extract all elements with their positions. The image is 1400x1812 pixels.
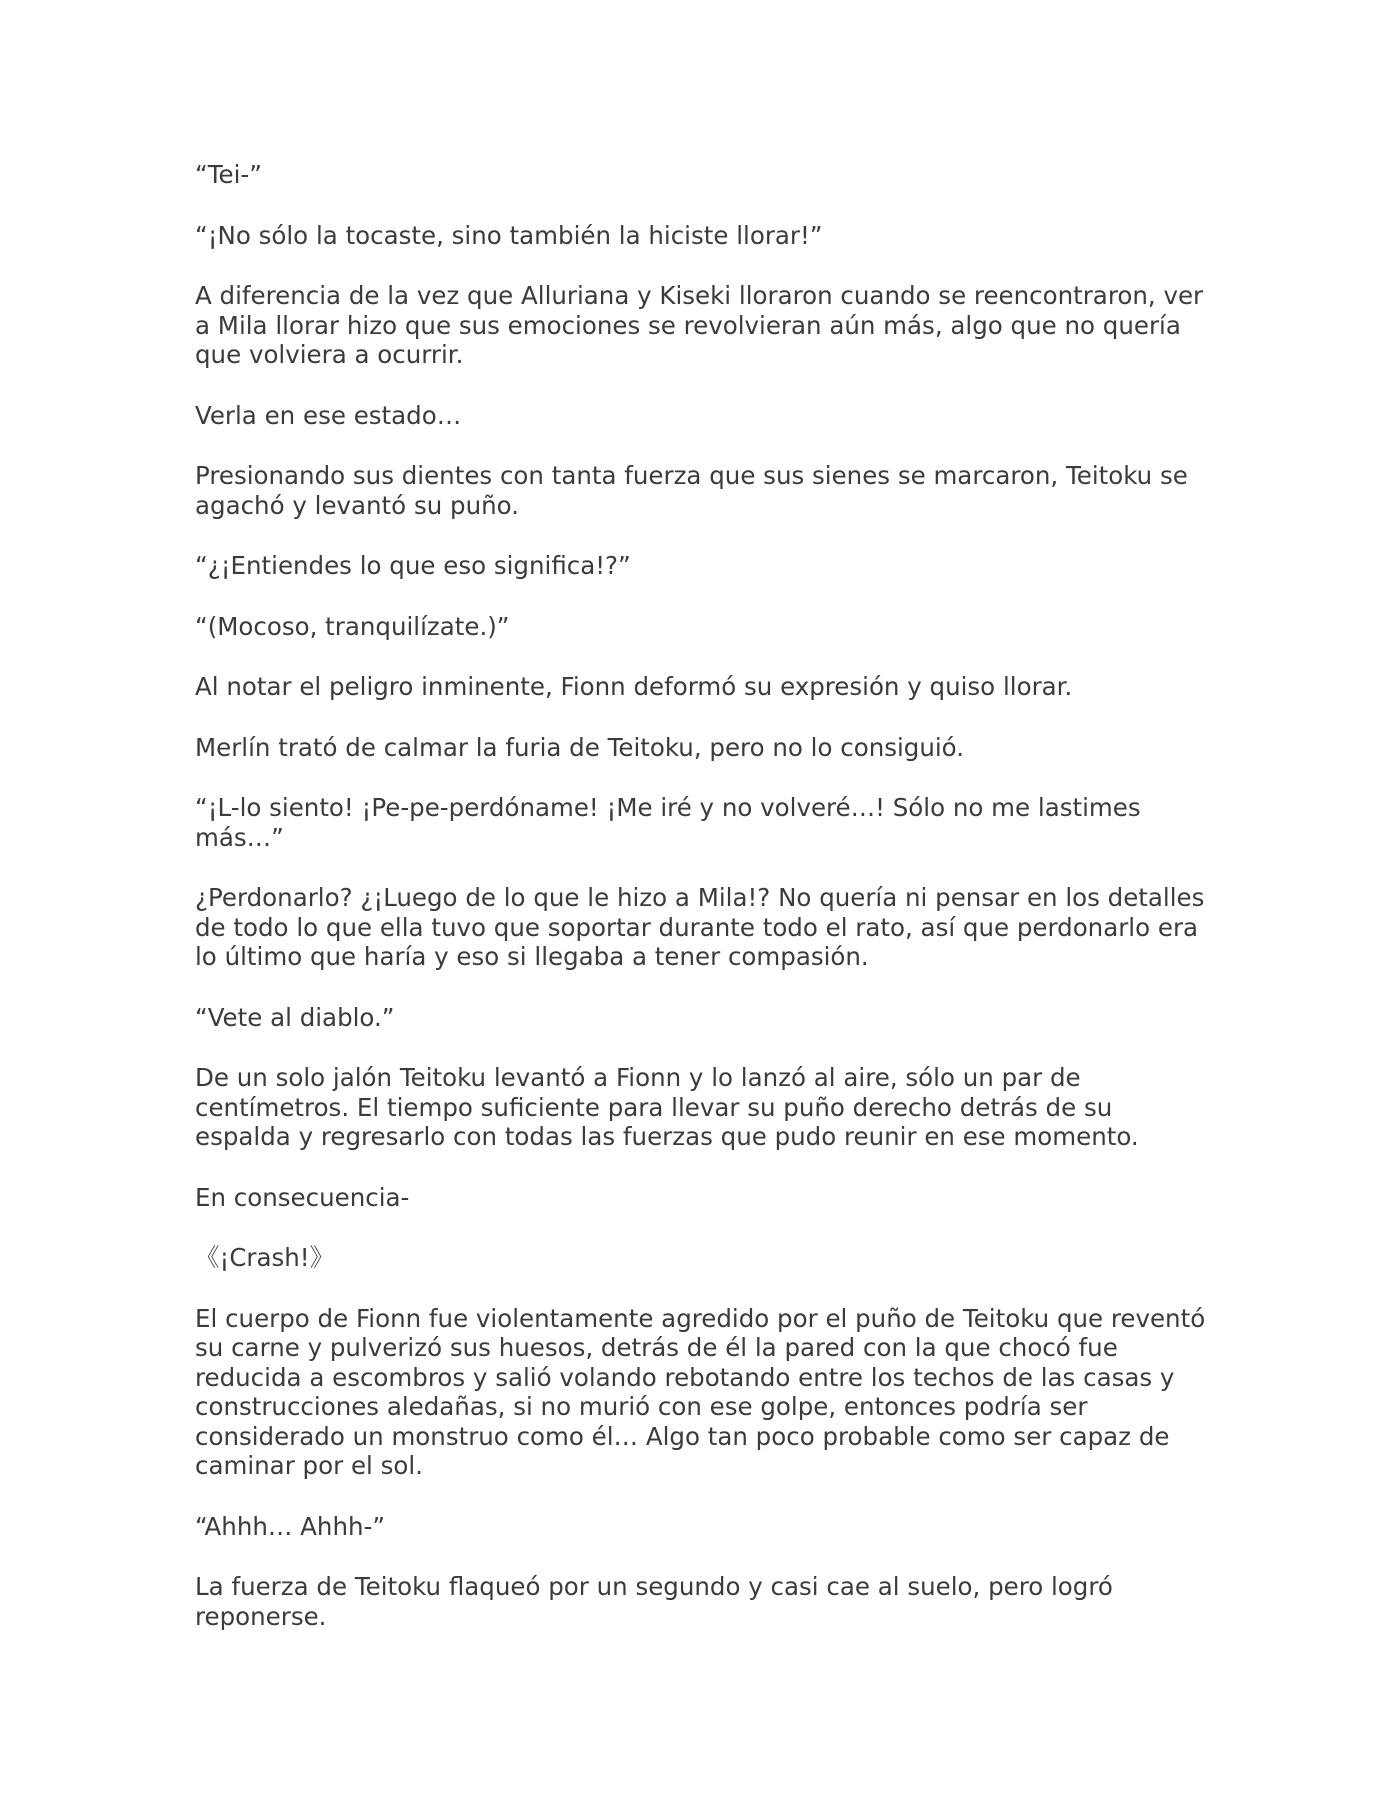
- paragraph: “(Mocoso, tranquilízate.)”: [195, 611, 510, 641]
- paragraph: “Vete al diablo.”: [195, 1002, 395, 1032]
- paragraph: El cuerpo de Fionn fue violentamente agredido por el puño de Teitoku que reventó su carne y pulverizó sus huesos, detrás de él la pared con la que chocó fue reducida a escombros y salió volando rebotando entre los techos de las casas y construcciones aledañas, si no murió con ese golpe, entonces podría ser considerado un monstruo como él… Algo tan poco probable como ser capaz de caminar por el sol.: [195, 1303, 1206, 1480]
- paragraph: A diferencia de la vez que Alluriana y Kiseki lloraron cuando se reencontraron, ver a Mila llorar hizo que sus emociones se revolvieran aún más, algo que no quería que volviera a ocurrir.: [195, 281, 1204, 369]
- paragraph: La fuerza de Teitoku flaqueó por un segundo y casi cae al suelo, pero logró reponerse.: [195, 1572, 1113, 1631]
- document-body: [195, 160, 1215, 1662]
- paragraph: En consecuencia-: [195, 1182, 410, 1212]
- paragraph: Al notar el peligro inminente, Fionn deformó su expresión y quiso llorar.: [195, 672, 1073, 701]
- paragraph: 《¡Crash!》: [195, 1243, 335, 1272]
- paragraph: Merlín trató de calmar la furia de Teitoku, pero no lo consiguió.: [195, 732, 965, 762]
- paragraph: “Tei-”: [195, 160, 262, 189]
- paragraph: “Ahhh… Ahhh-”: [195, 1511, 386, 1541]
- paragraph: Verla en ese estado…: [195, 400, 462, 430]
- paragraph: “¿¡Entiendes lo que eso significa!?”: [195, 551, 631, 580]
- paragraph: De un solo jalón Teitoku levantó a Fionn y lo lanzó al aire, sólo un par de centímetros. El tiempo suficiente para llevar su puño derecho detrás de su espalda y regresarlo con todas las fuerzas que pudo reunir en ese momento.: [195, 1063, 1139, 1151]
- paragraph: “¡No sólo la tocaste, sino también la hiciste llorar!”: [195, 220, 823, 250]
- paragraph: ¿Perdonarlo? ¿¡Luego de lo que le hizo a Mila!? No quería ni pensar en los detalles de todo lo que ella tuvo que soportar durante todo el rato, así que perdonarlo era lo último que haría y eso si llegaba a tener compasión.: [195, 883, 1205, 971]
- paragraph: “¡L-lo siento! ¡Pe-pe-perdóname! ¡Me iré y no volveré…! Sólo no me lastimes más…”: [195, 793, 1141, 852]
- paragraph: Presionando sus dientes con tanta fuerza que sus sienes se marcaron, Teitoku se agachó y levantó su puño.: [195, 461, 1188, 520]
